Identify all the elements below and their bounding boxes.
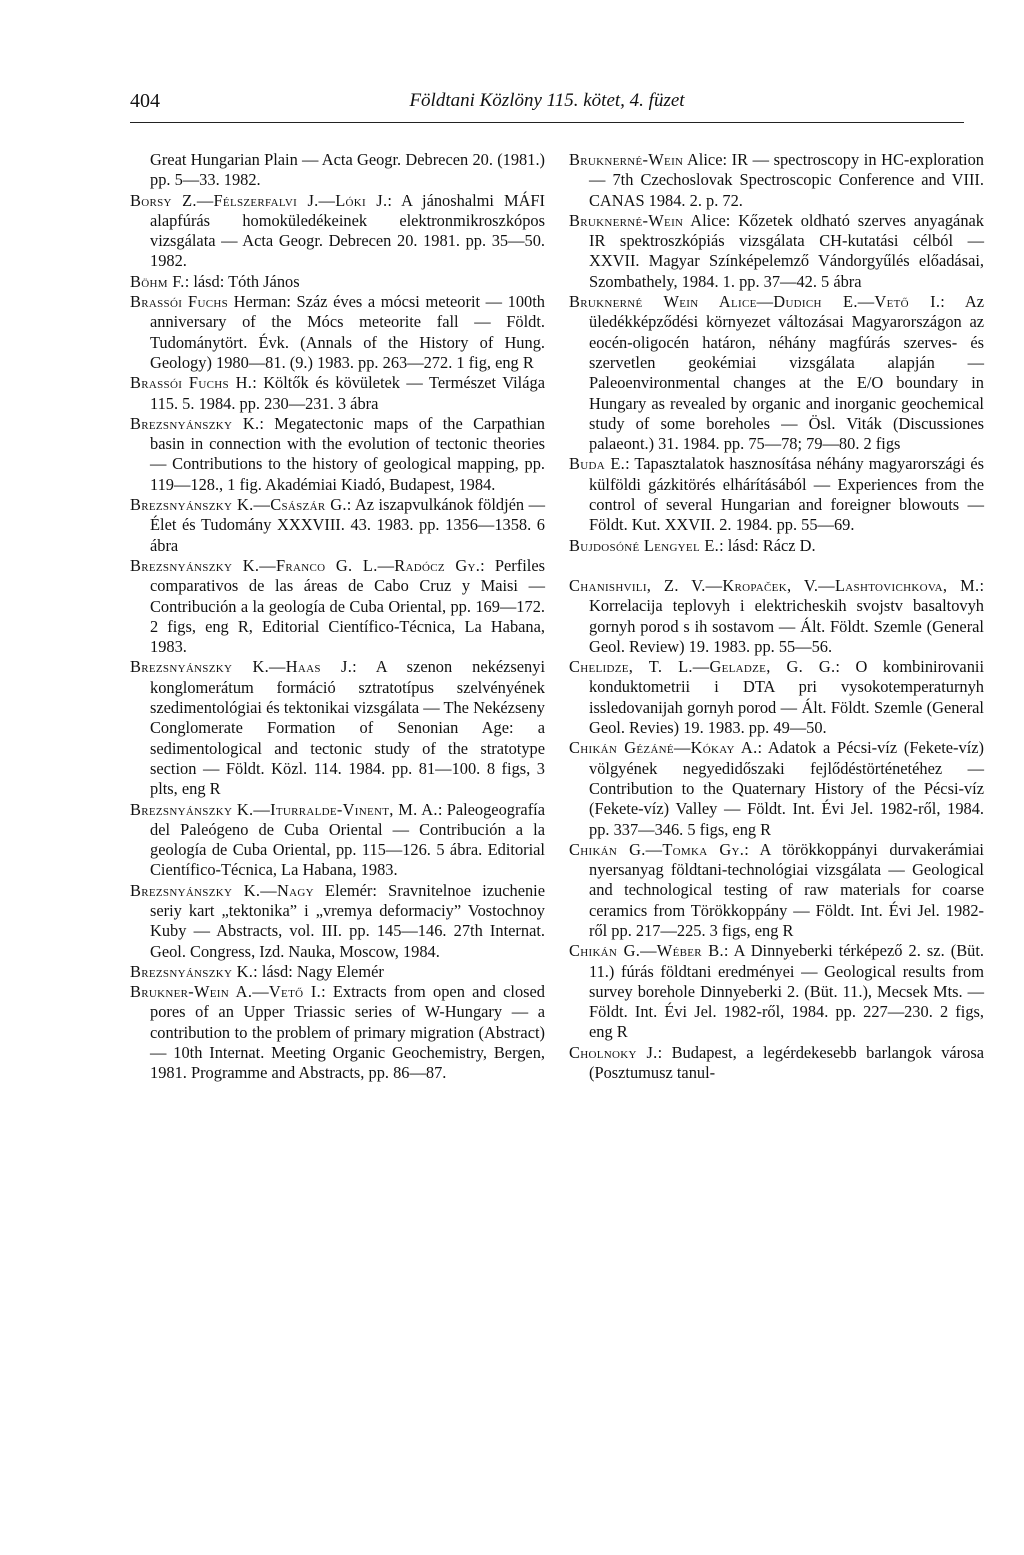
entry-author: Brukner-Wein A.—Vető I. [130,982,322,1002]
left-column [130,150,545,1084]
entry-text: Alice: Kőzetek oldható szerves anyagának IR spektroszkópiás vizsgálata CH-kutatási célból — XXVII. Magyar Színképelemző Vándorgyűlés előadásai, Szombathely, 1984. 1. pp. 37—42. 5 ábra [589,210,984,291]
entry-author: Bujdosóné Lengyel E. [569,535,720,555]
entry-text: : A jánoshalmi MÁFI alapfúrás homoküledékeinek elektronmikroszkópos vizsgálata — Acta Geogr. Debrecen 20. 1981. pp. 35—50. 1982. [150,190,545,271]
entry-author: Brezsnyánszky K.—Nagy [130,880,314,900]
entry-text: Herman: Száz éves a mócsi meteorit — 100th anniversary of the Mócs meteorite fall — Földt. Tudománytört. Évk. (Annals of the History of Hung. Geology) 1980—81. (9.) 1983. pp. 263—272. 1 fig, eng R [150,292,545,372]
entry-author: Cholnoky J. [569,1042,658,1062]
bibliography-entry [569,536,984,556]
entry-text: : Az iszapvulkánok földjén — Élet és Tudomány XXXVIII. 43. 1983. pp. 1356—1358. 6 ábra [150,495,545,555]
entry-text: : Költők és kövületek — Természet Világa 115. 5. 1984. pp. 230—231. 3 ábra [150,373,545,413]
bibliography-entry [130,881,545,962]
entry-text: : Az üledékképződési környezet változásai Magyarországon az eocén-oligocén határon, néhány magfúrás szerves- és szervetlen geokémiai vizsgálata alapján — Paleoenvironmental changes at the E/O boundary in Hungary as revealed by organic and inorganic geochemical study of some boreholes — Ösl. Viták (Discussiones palaeont.) 31. 1984. pp. 75—78; 79—80. 2 figs [589,292,984,454]
bibliography-entry [130,292,545,373]
entry-author: Chanishvili, Z. V.—Kropaček, V.—Lashtovichkova, M. [569,575,980,595]
entry-author: Böhm F. [130,271,185,291]
entry-text: : Megatectonic maps of the Carpathian basin in connection with the evolution of tectonic theories — Contributions to the history of geological mapping, pp. 119—128., 1 fig. Akadémiai Kiadó, Budapest, 1984. [150,413,545,494]
bibliography-entry [130,800,545,881]
entry-text: : lásd: Tóth János [184,271,300,291]
entry-author: Chelidze, T. L.—Geladze, G. G. [569,657,836,677]
bibliography-entry [130,982,545,1083]
entry-author: Brezsnyánszky K. [130,413,260,433]
entry-author: Bruknerné-Wein [569,150,684,169]
entry-text: : Adatok a Pécsi-víz (Fekete-víz) völgyének negyedidőszaki fejlődéstörténetéhez — Contribution to the Quaternary History of the Pécsi-víz (Fekete-víz) Valley — Földt. Int. Évi Jel. 1982-ről, 1984. pp. 337—346. 5 figs, eng R [589,738,984,839]
entry-text: : A Dinnyeberki térképező 2. sz. (Büt. 11.) fúrás földtani eredményei — Geological results from survey borehole Dinnyeberki 2. (Büt. 11.), Mecsek Mts. — Földt. Int. Évi Jel. 1982-ről, 1984. pp. 227—230. 2 figs, eng R [589,941,985,1042]
bibliography-entry [569,1043,984,1084]
bibliography-entry [130,150,545,191]
bibliography-entry [569,738,984,839]
bibliography-entry [130,191,545,272]
entry-text: : lásd: Rácz D. [719,535,816,555]
bibliography-entry [130,272,545,292]
entry-author: Chikán G.—Wéber B. [569,941,724,961]
page-number: 404 [130,90,160,112]
bibliography-entry [569,941,984,1042]
entry-author: Brezsnyánszky K.—Franco G. L.—Radócz Gy. [130,555,481,575]
bibliography-entry [130,373,545,414]
bibliography-entry [569,454,984,535]
entry-text: Great Hungarian Plain — Acta Geogr. Debrecen 20. (1981.) pp. 5—33. 1982. [150,150,545,190]
entry-text: Alice: IR — spectroscopy in HC-exploration — 7th Czechoslovak Spectroscopic Conference and VIII. CANAS 1984. 2. p. 72. [589,150,984,210]
entry-text: : Tapasztalatok hasznosítása néhány magyarországi és külföldi gázkitörés elhárításából — Experiences from the control of several Hungarian and foreigner blowouts — Földt. Kut. XXVII. 2. 1984. pp. 55—69. [589,454,984,535]
entry-author: Bruknerné-Wein [569,210,684,230]
entry-text: : lásd: Nagy Elemér [253,961,384,981]
entry-text: : A szenon nekézsenyi konglomerátum formáció sztratotípus szelvényének szedimentológiai és tektonikai vizsgálata — The Nekézseny Conglomerate Formation of Senonian Age: a sedimentological and tectonic study of the stratotype section — Földt. Közl. 114. 1984. pp. 81—100. 8 figs, 3 plts, eng R [150,657,545,799]
entry-author: Brezsnyánszky K.—Császár G. [130,495,347,515]
bibliography-entry [569,211,984,292]
bibliography-entry [130,414,545,495]
entry-author: Brassói Fuchs H. [130,373,253,393]
entry-author: Brezsnyánszky K. [130,961,254,981]
right-column [569,150,984,1083]
bibliography-entry [569,840,984,941]
entry-text: : Budapest, a legérdekesebb barlangok városa (Posztumusz tanul- [589,1042,984,1083]
entry-text: : O kombinirovanii konduktometrii i DTA pri vysokotemperaturnyh issledovanijah gornyh porod — Ált. Földt. Szemle (General Geol. Revies) 19. 1983. pp. 49—50. [589,657,984,738]
entry-text: : Korrelacija teplovyh i elektricheskih svojstv basaltovyh gornyh porod s ih sostavom — Ált. Földt. Szemle (General Geol. Review) 19. 1983. pp. 55—56. [589,575,984,656]
bibliography-entry [569,292,984,454]
bibliography-entry [130,962,545,982]
entry-author: Brezsnyánszky K.—Haas J. [130,657,353,677]
entry-text: Elemér: Sravnitelnoe izuchenie seriy kart „tektonika” i „vremya deformaciy” Vostochnoy Kuby — Abstracts, vol. III. pp. 145—146. 27th Internat. Geol. Congress, Izd. Nauka, Moscow, 1984. [150,880,546,961]
entry-text: : A törökkoppányi durvakerámiai nyersanyag földtani-technológiai vizsgálata — Geological and technological testing of raw materials for coarse ceramics from Törökkoppány — Földt. Int. Évi Jel. 1982-ről pp. 217—225. 3 figs, eng R [589,839,984,940]
page-header [130,90,964,123]
bibliography-entry [130,556,545,657]
bibliography-entry [569,150,984,211]
running-title: Földtani Közlöny 115. kötet, 4. füzet [409,90,685,111]
bibliography-entry [569,657,984,738]
entry-author: Brassói Fuchs [130,292,229,312]
bibliography-entry [130,495,545,556]
entry-text: : Extracts from open and closed pores of an Upper Triassic series of W-Hungary — a contribution to the problem of primary migration (Abstract) — 10th Internat. Meeting Organic Geochemistry, Bergen, 1981. Programme and Abstracts, pp. 86—87. [150,982,545,1083]
entry-text: : Perfiles comparativos de las áreas de Cabo Cruz y Maisi — Contribución a la geología de Cuba Oriental, pp. 169—172. 2 figs, eng R, Editorial Científico-Técnica, La Habana, 1983. [150,555,545,657]
bibliography-entry [569,576,984,657]
entry-author: Chikán G.—Tomka Gy. [569,839,745,859]
entry-author: Bruknerné Wein Alice—Dudich E.—Vető I. [569,292,941,312]
entry-author: Chikán Gézáné—Kókay A. [569,738,758,758]
entry-author: Brezsnyánszky K.—Iturralde-Vinent, M. A. [130,799,438,819]
bibliography-entry [130,657,545,799]
entry-author: Borsy Z.—Félszerfalvi J.—Lóki J. [130,190,388,210]
entry-author: Buda E. [569,454,626,474]
entry-text: : Paleogeografía del Paleógeno de Cuba Oriental — Contribución a la geología de Cuba Oriental, pp. 115—126. 5 ábra. Editorial Científico-Técnica, La Habana, 1983. [150,799,545,880]
